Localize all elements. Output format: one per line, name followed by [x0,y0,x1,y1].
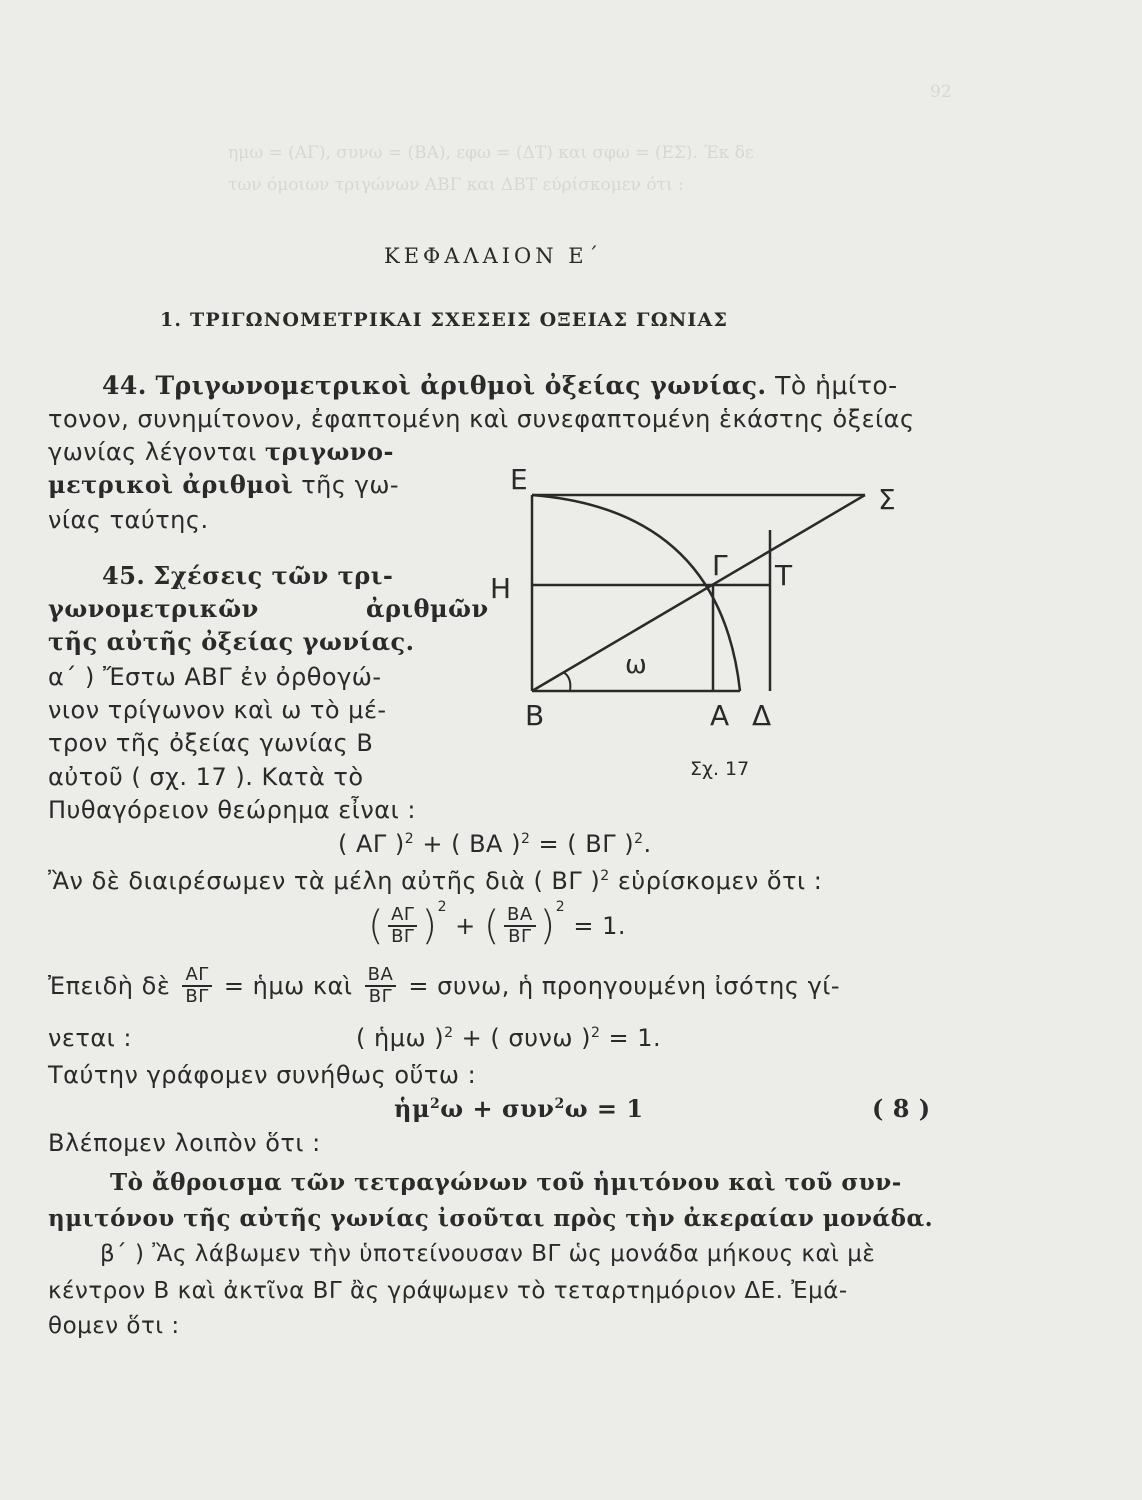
text-line: νεται : [48,1024,132,1052]
text-line: αὐτοῦ ( σχ. 17 ). Κατὰ τὸ [48,763,364,791]
text-run: Ἐπειδὴ δὲ [48,972,171,1000]
bleed-line: ημω = (ΑΓ), συνω = (ΒΑ), εφω = (ΔΤ) και σφω = (ΕΣ). Έκ δε [228,143,754,163]
text-run: Ἂν δὲ διαιρέσωμεν τὰ μέλη αὐτῆς διὰ ( ΒΓ ) [48,867,601,895]
paragraph-heading-line [48,594,489,623]
paragraph-heading: Τριγωνομετρικοὶ ἀριθμοὶ ὀξείας γωνίας. [155,371,767,400]
text-run: = συνω, ἡ προηγουμένη ἰσότης γί- [408,972,841,1000]
eq-term: + ( ΒΑ ) [422,830,521,858]
numerator: ΑΓ [182,966,211,987]
numerator: ΒΑ [504,906,536,927]
left-paren: ( [368,903,385,949]
fraction [182,966,211,1006]
label-A: Α [710,699,730,732]
numerator: ΑΓ [388,906,417,927]
text-line: νιον τρίγωνον καὶ ω τὸ μέ- [48,696,387,724]
text-line [48,869,822,893]
denominator: ΒΓ [508,926,532,947]
text-line-with-fractions [48,966,840,1006]
text-line: κέντρον Β καὶ ἀκτῖνα ΒΓ ἂς γράψωμεν τὸ τεταρτημόριον ΔΕ. Ἐμά- [48,1278,848,1304]
right-paren: ) [421,903,438,949]
paragraph-heading: Σχέσεις τῶν τρι- [153,561,394,590]
exponent: 2 [634,831,644,847]
label-H: Η [490,572,512,605]
chapter-title: ΚΕΦΑΛΑΙΟΝ Ε΄ [384,244,603,268]
exponent: 2 [437,899,447,915]
text-run: Τὸ ἡμίτο- [775,371,898,400]
label-omega: ω [625,650,647,680]
angle-arc-omega [563,672,570,691]
text-line: Βλέπομεν λοιπὸν ὅτι : [48,1129,321,1157]
exponent: 2 [590,1025,601,1041]
eq-term: = 1. [573,912,626,940]
text-line: νίας ταύτης. [48,506,209,534]
label-S: Σ [878,483,896,516]
exponent: 2 [600,868,610,884]
eq-term: = 1. [608,1024,662,1052]
text-run: τῆς γω- [301,471,400,499]
text-run: = ἡμω καὶ [223,972,353,1000]
exponent: 2 [554,1096,565,1112]
eq-term: ( ΑΓ ) [338,830,405,858]
exponent: 2 [404,831,415,847]
equation-number: ( 8 ) [872,1094,931,1123]
paragraph-44-first-line [102,373,898,398]
text-line: Ταύτην γράφομεν συνήθως οὕτω : [48,1061,477,1089]
left-paren: ( [483,903,500,949]
eq-term: = ( ΒΓ ) [538,830,635,858]
text-line [48,437,394,466]
fraction [504,906,536,946]
bleed-line: των όμοιων τριγώνων ΑΒΓ και ΔΒΤ εύρίσκομεν ότι : [228,175,684,195]
text-run: γωνομετρικῶν [48,594,259,623]
fraction [388,906,417,946]
eq-term: + ( συνω ) [461,1024,591,1052]
figure-caption: Σχ. 17 [690,758,750,780]
text-line [48,470,400,499]
text-line: τονον, συνημίτονον, ἐφαπτομένη καὶ συνεφαπτομένη ἑκάστης ὀξείας [48,405,915,433]
text-run: ἀριθμῶν [366,594,489,623]
exponent: 2 [430,1096,441,1112]
equation-pythagoras [338,832,652,856]
label-E: Ε [510,463,528,496]
label-B: Β [525,699,545,732]
label-D: Δ [752,699,772,732]
equation-8 [394,1094,644,1123]
text-line: τρον τῆς ὀξείας γωνίας Β [48,729,374,757]
paragraph-number: 45. [102,561,146,590]
eq-term: ω = 1 [564,1094,644,1123]
equation-ratios [368,899,626,949]
label-T: Τ [775,559,793,592]
exponent: 2 [444,1025,454,1041]
theorem-statement-line: Τὸ ἄθροισμα τῶν τετραγώνων τοῦ ἡμιτόνου καὶ τοῦ συν- [110,1169,902,1196]
text-run: γωνίας λέγονται [48,438,257,466]
denominator: ΒΓ [368,986,393,1007]
text-line [102,561,394,590]
exponent: 2 [520,831,531,847]
label-G: Γ [712,549,728,582]
paragraph-number: 44. [102,371,147,400]
text-run: εὑρίσκομεν ὅτι : [617,867,823,895]
emphasis-term: τριγωνο- [264,437,394,466]
eq-term: ω + συν [440,1094,555,1123]
denominator: ΒΓ [391,926,415,947]
text-line: α΄ ) Ἔστω ΑΒΓ ἐν ὀρθογώ- [48,663,382,691]
bleed-page-number: 92 [930,82,952,102]
text-line: θομεν ὅτι : [48,1313,180,1339]
numerator: ΒΑ [365,966,397,987]
text-line: β΄ ) Ἂς λάβωμεν τὴν ὑποτείνουσαν ΒΓ ὡς μονάδα μήκους καὶ μὲ [100,1241,876,1267]
fraction [365,966,397,1006]
theorem-statement-line: ημιτόνου τῆς αὐτῆς γωνίας ἰσοῦται πρὸς τὴν ἀκεραίαν μονάδα. [48,1205,934,1232]
paragraph-heading-line: τῆς αὐτῆς ὀξείας γωνίας. [48,627,415,656]
eq-term: . [643,830,652,858]
operator: + [455,912,476,940]
exponent: 2 [555,899,566,915]
right-paren: ) [539,903,556,949]
equation-sin-cos [356,1026,661,1050]
eq-term: ἡμ [394,1094,431,1123]
section-title: 1. ΤΡΙΓΩΝΟΜΕΤΡΙΚΑΙ ΣΧΕΣΕΙΣ ΟΞΕΙΑΣ ΓΩΝΙΑΣ [160,309,729,331]
line-BS [532,495,865,691]
figure-17 [470,455,940,785]
denominator: ΒΓ [185,986,209,1007]
eq-term: ( ἡμω ) [356,1024,445,1052]
text-line: Πυθαγόρειον θεώρημα εἶναι : [48,796,416,824]
emphasis-term: μετρικοὶ ἀριθμοὶ [48,470,294,499]
